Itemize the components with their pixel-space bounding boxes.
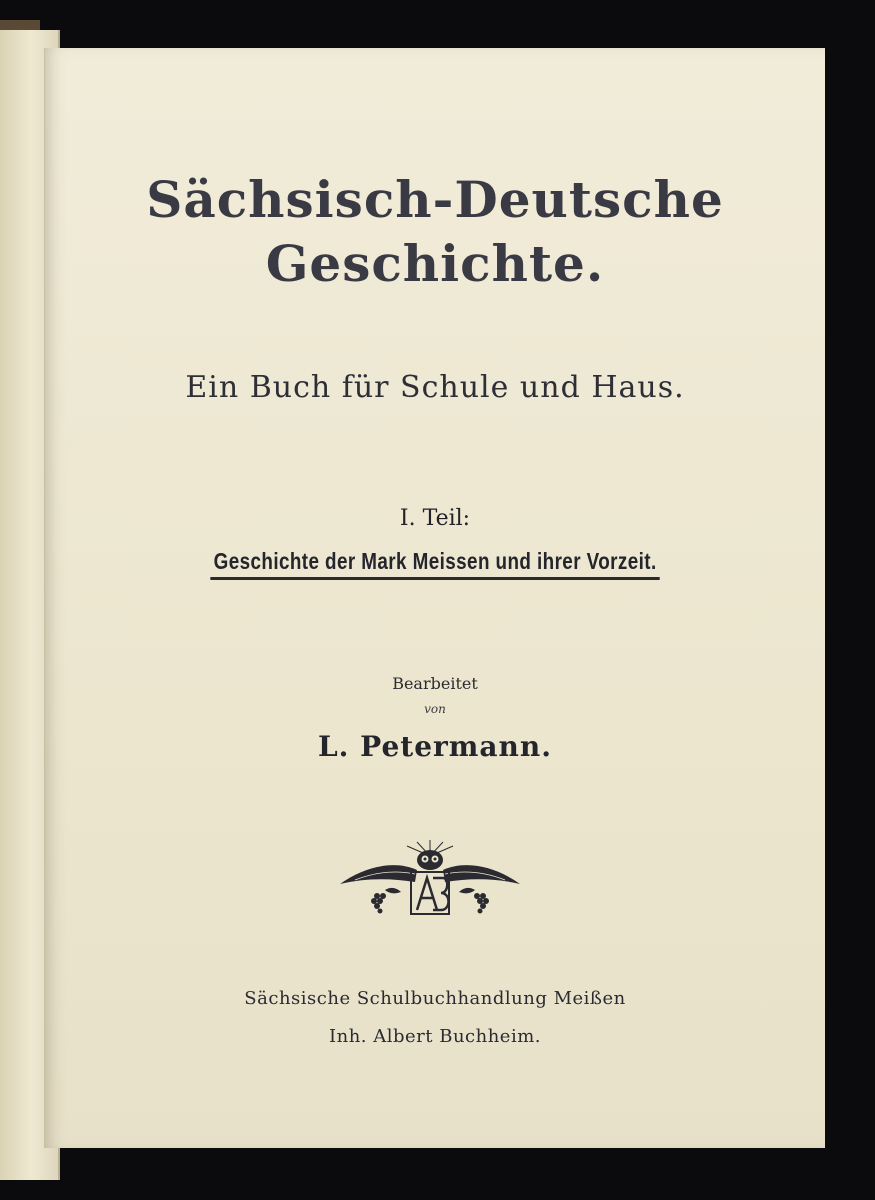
edited-label: Bearbeitet <box>392 674 478 693</box>
by-label: von <box>424 702 446 716</box>
author-name: L. Petermann. <box>317 730 553 763</box>
publisher-owner: Inh. Albert Buchheim. <box>328 1026 541 1047</box>
part-title-wrapper <box>45 548 825 580</box>
title-page <box>44 48 825 1148</box>
book-title <box>45 168 825 296</box>
part-title: Geschichte der Mark Meissen und ihrer Vorzeit. <box>210 548 660 580</box>
book-title-line-2: Geschichte. <box>265 234 605 293</box>
part-label: I. Teil: <box>399 506 471 531</box>
book-subtitle: Ein Buch für Schule und Haus. <box>185 370 685 405</box>
publisher-name: Sächsische Schulbuchhandlung Meißen <box>244 988 626 1009</box>
book-title-line-1: Sächsisch-Deutsche <box>146 170 724 229</box>
owl-wings-monogram-emblem-icon <box>335 838 525 928</box>
